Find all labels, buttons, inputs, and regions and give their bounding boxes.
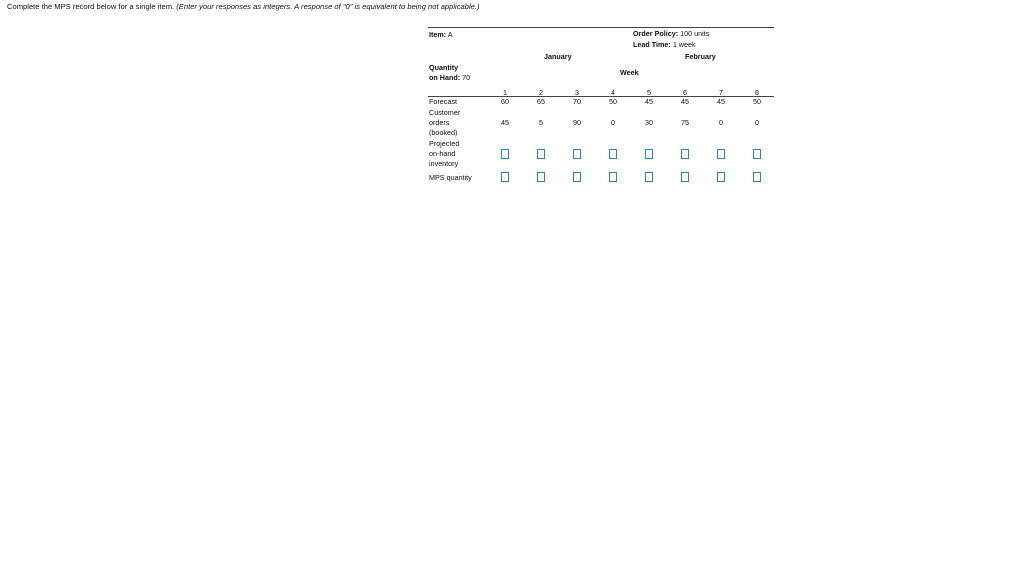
week-number: 2 <box>539 88 543 97</box>
week-number: 8 <box>755 88 759 97</box>
week-number: 3 <box>575 88 579 97</box>
instructions-main: Complete the MPS record below for a single item. <box>7 2 175 11</box>
customer-orders-label <box>429 108 460 138</box>
projected-inventory-input-week-8[interactable] <box>753 149 761 159</box>
week-number: 6 <box>683 88 687 97</box>
order-policy <box>633 29 709 38</box>
projected-inventory-input-week-7[interactable] <box>717 149 725 159</box>
forecast-value: 45 <box>645 97 653 106</box>
week-number: 7 <box>719 88 723 97</box>
week-label: Week <box>620 68 639 77</box>
projected-inventory-label <box>429 139 459 169</box>
order-policy-label: Order Policy: <box>633 29 679 38</box>
mps-quantity-input-week-8[interactable] <box>753 172 761 182</box>
item-field <box>429 30 453 39</box>
lead-time-label: Lead Time: <box>633 40 671 49</box>
mps-quantity-input-week-5[interactable] <box>645 172 653 182</box>
customer-orders-value: 90 <box>573 118 581 127</box>
forecast-value: 60 <box>501 97 509 106</box>
customer-orders-label-line: orders <box>429 118 450 127</box>
item-value: A <box>447 30 453 39</box>
lead-time <box>633 40 696 49</box>
week-number: 4 <box>611 88 615 97</box>
february-label: February <box>685 52 716 61</box>
customer-orders-value: 5 <box>539 118 543 127</box>
projected-inventory-input-week-6[interactable] <box>681 149 689 159</box>
projected-label-line: Projected <box>429 139 460 148</box>
january-label: January <box>544 52 572 61</box>
customer-orders-value: 0 <box>611 118 615 127</box>
qoh-label-2: on Hand: <box>429 73 461 82</box>
customer-orders-value: 0 <box>719 118 723 127</box>
week-number: 5 <box>647 88 651 97</box>
forecast-value: 45 <box>717 97 725 106</box>
customer-orders-value: 30 <box>645 118 653 127</box>
instructions-note: (Enter your responses as integers. A response of "0" is equivalent to being not applicable.) <box>176 2 480 11</box>
order-policy-value: 100 units <box>680 29 710 38</box>
week-number: 1 <box>503 88 507 97</box>
forecast-value: 70 <box>573 97 581 106</box>
quantity-on-hand <box>429 63 470 83</box>
forecast-value: 65 <box>537 97 545 106</box>
instructions <box>7 2 480 11</box>
projected-inventory-input-week-2[interactable] <box>537 149 545 159</box>
forecast-value: 50 <box>753 97 761 106</box>
mps-record <box>428 27 774 187</box>
projected-inventory-input-week-5[interactable] <box>645 149 653 159</box>
projected-label-line: inventory <box>429 159 459 168</box>
customer-orders-value: 0 <box>755 118 759 127</box>
mps-quantity-input-week-3[interactable] <box>573 172 581 182</box>
mps-quantity-input-week-4[interactable] <box>609 172 617 182</box>
customer-orders-label-line: (booked) <box>429 128 458 137</box>
projected-inventory-input-week-4[interactable] <box>609 149 617 159</box>
forecast-value: 45 <box>681 97 689 106</box>
mps-quantity-input-week-6[interactable] <box>681 172 689 182</box>
mps-quantity-input-week-7[interactable] <box>717 172 725 182</box>
mps-quantity-input-week-1[interactable] <box>501 172 509 182</box>
mps-quantity-label: MPS quantity <box>429 173 472 182</box>
qoh-value: 70 <box>462 73 471 82</box>
projected-inventory-input-week-1[interactable] <box>501 149 509 159</box>
item-label: Item: <box>429 30 447 39</box>
forecast-value: 50 <box>609 97 617 106</box>
forecast-label: Forecast <box>429 97 457 106</box>
customer-orders-value: 45 <box>501 118 509 127</box>
projected-inventory-input-week-3[interactable] <box>573 149 581 159</box>
projected-label-line: on-hand <box>429 149 456 158</box>
top-rule <box>428 27 774 28</box>
customer-orders-label-line: Customer <box>429 108 461 117</box>
qoh-label-1: Quantity <box>429 63 459 72</box>
mps-quantity-input-week-2[interactable] <box>537 172 545 182</box>
customer-orders-value: 75 <box>681 118 689 127</box>
lead-time-value: 1 week <box>672 40 696 49</box>
